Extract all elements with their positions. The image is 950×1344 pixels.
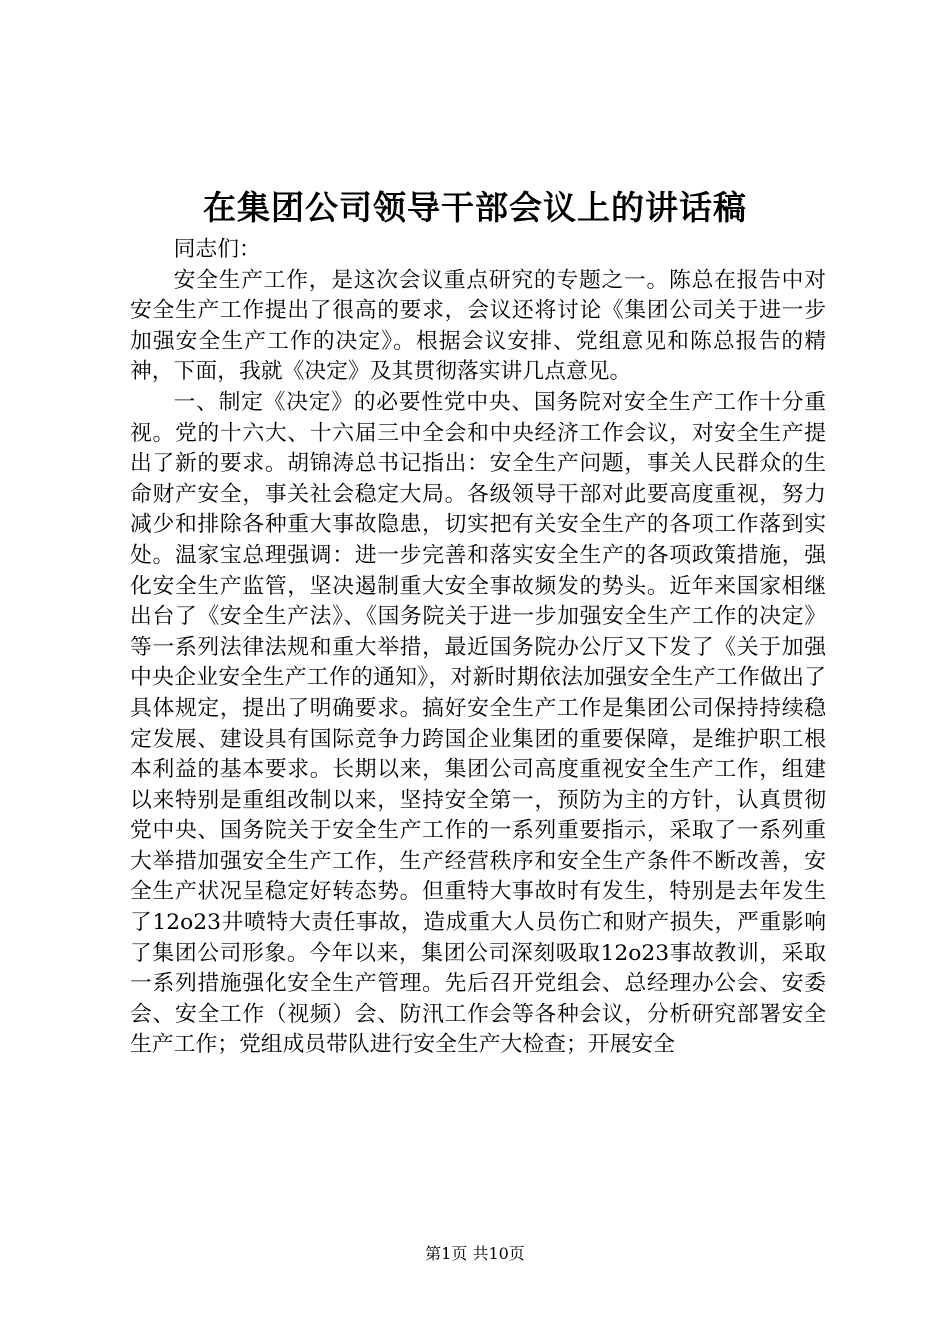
document-title: 在集团公司领导干部会议上的讲话稿 [203,188,747,227]
paragraph: 安全生产工作，是这次会议重点研究的专题之一。陈总在报告中对安全生产工作提出了很高的要求，会议还将讨论《集团公司关于进一步加强安全生产工作的决定》。根据会议安排、党组意见和陈总报告的精神，下面，我就《决定》及其贯彻落实讲几点意见。 [130,267,826,385]
paragraph: 一、制定《决定》的必要性党中央、国务院对安全生产工作十分重视。党的十六大、十六届三中全会和中央经济工作会议，对安全生产提出了新的要求。胡锦涛总书记指出：安全生产问题，事关人民群众的生命财产安全，事关社会稳定大局。各级领导干部对此要高度重视，努力减少和排除各种重大事故隐患，切实把有关安全生产的各项工作落到实处。温家宝总理强调：进一步完善和落实安全生产的各项政策措施，强化安全生产监管，坚决遏制重大安全事故频发的势头。近年来国家相继出台了《安全生产法》、《国务院关于进一步加强安全生产工作的决定》等一系列法律法规和重大举措，最近国务院办公厅又下发了《关于加强中央企业安全生产工作的通知》，对新时期依法加强安全生产工作做出了具体规定，提出了明确要求。搞好安全生产工作是集团公司保持持续稳定发展、建设具有国际竞争力跨国企业集团的重要保障，是维护职工根本利益的基本要求。长期以来，集团公司高度重视安全生产工作，组建以来特别是重组改制以来，坚持安全第一，预防为主的方针，认真贯彻党中央、国务院关于安全生产工作的一系列重要指示，采取了一系列重大举措加强安全生产工作，生产经营秩序和安全生产条件不断改善，安全生产状况呈稳定好转态势。但重特大事故时有发生，特别是去年发生了12o23井喷特大责任事故，造成重大人员伤亡和财产损失，严重影响了集团公司形象。今年以来，集团公司深刻吸取12o23事故教训，采取一系列措施强化安全生产管理。先后召开党组会、总经理办公会、安委会、安全工作（视频）会、防汛工作会等各种会议，分析研究部署安全生产工作；党组成员带队进行安全生产大检查；开展安全 [130,389,826,1058]
document-body [130,235,826,1061]
salutation: 同志们： [173,237,261,262]
page-number: 第1页 共10页 [425,1244,525,1263]
